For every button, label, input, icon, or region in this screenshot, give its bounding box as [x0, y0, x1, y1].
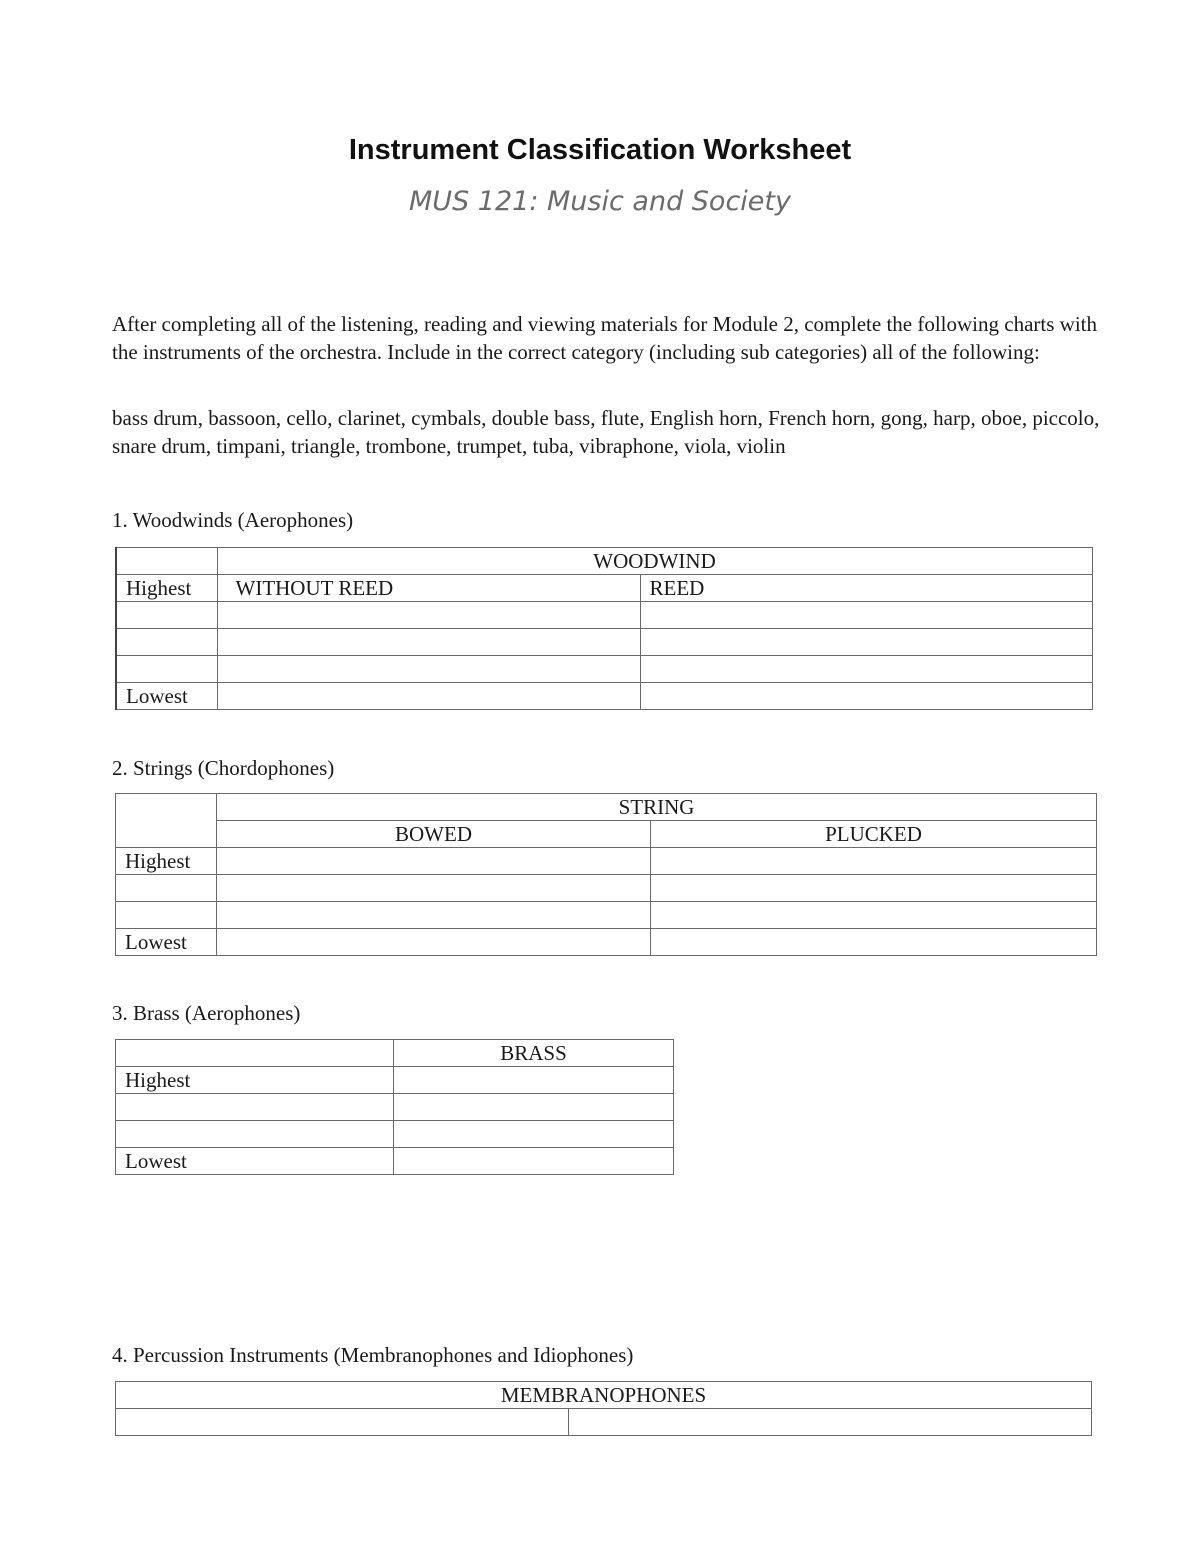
- woodwinds-heading: 1. Woodwinds (Aerophones): [112, 508, 354, 532]
- woodwinds-table: [115, 547, 1093, 710]
- plucked-answer-cell[interactable]: [651, 875, 1097, 902]
- highest-label: Highest: [116, 848, 217, 875]
- table-row: [116, 1067, 674, 1094]
- table-row: [116, 629, 1092, 656]
- rank-cell[interactable]: [116, 902, 217, 929]
- rank-cell[interactable]: [116, 1121, 394, 1148]
- table-row: [116, 902, 1097, 929]
- plucked-answer-cell[interactable]: [651, 848, 1097, 875]
- instrument-list: bass drum, bassoon, cello, clarinet, cymbals, double bass, flute, English horn, French horn, gong, harp, oboe, piccolo, snare drum, timpani, triangle, trombone, trumpet, tuba, vibraphone, viola, violin: [112, 406, 1100, 458]
- reed-answer-cell[interactable]: [640, 656, 1092, 683]
- without-reed-answer-cell[interactable]: [217, 683, 640, 710]
- strings-table: [115, 793, 1097, 956]
- rank-cell[interactable]: [116, 629, 217, 656]
- reed-answer-cell[interactable]: [640, 683, 1092, 710]
- woodwind-group-header: WOODWIND: [217, 548, 1092, 575]
- without-reed-answer-cell[interactable]: [217, 629, 640, 656]
- table-row: [116, 1094, 674, 1121]
- table-row: [116, 1409, 1092, 1436]
- table-row: [116, 683, 1092, 710]
- plucked-header: PLUCKED: [651, 821, 1097, 848]
- bowed-answer-cell[interactable]: [217, 848, 651, 875]
- membranophones-group-header: MEMBRANOPHONES: [116, 1382, 1092, 1409]
- brass-heading: 3. Brass (Aerophones): [112, 1001, 301, 1025]
- membranophone-answer-cell[interactable]: [116, 1409, 569, 1436]
- percussion-heading: 4. Percussion Instruments (Membranophones and Idiophones): [112, 1343, 634, 1367]
- reed-header: REED: [640, 575, 1092, 602]
- string-group-header: STRING: [217, 794, 1097, 821]
- without-reed-header: WITHOUT REED: [217, 575, 640, 602]
- brass-answer-cell[interactable]: [394, 1148, 674, 1175]
- bowed-header: BOWED: [217, 821, 651, 848]
- blank-header-cell[interactable]: [116, 1040, 394, 1067]
- without-reed-answer-cell[interactable]: [217, 656, 640, 683]
- highest-label: Highest: [116, 1067, 394, 1094]
- bowed-answer-cell[interactable]: [217, 929, 651, 956]
- lowest-label: Lowest: [116, 683, 217, 710]
- rank-cell[interactable]: [116, 1094, 394, 1121]
- lowest-label: Lowest: [116, 929, 217, 956]
- lowest-label: Lowest: [116, 1148, 394, 1175]
- table-row: [116, 848, 1097, 875]
- bowed-answer-cell[interactable]: [217, 902, 651, 929]
- table-row: [116, 875, 1097, 902]
- bowed-answer-cell[interactable]: [217, 875, 651, 902]
- table-row: [116, 1040, 674, 1067]
- rank-cell[interactable]: [116, 875, 217, 902]
- brass-answer-cell[interactable]: [394, 1067, 674, 1094]
- table-row: [116, 656, 1092, 683]
- table-row: [116, 929, 1097, 956]
- intro-paragraph: After completing all of the listening, reading and viewing materials for Module 2, complete the following charts with the instruments of the orchestra. Include in the correct category (including sub categories) all of the following:: [112, 312, 1097, 364]
- highest-label: Highest: [116, 575, 217, 602]
- table-row: [116, 1382, 1092, 1409]
- membranophone-answer-cell[interactable]: [569, 1409, 1092, 1436]
- table-row: [116, 548, 1092, 575]
- rank-cell[interactable]: [116, 656, 217, 683]
- table-row: [116, 1121, 674, 1148]
- page-title: Instrument Classification Worksheet: [348, 134, 852, 166]
- plucked-answer-cell[interactable]: [651, 902, 1097, 929]
- blank-header-cell[interactable]: [116, 548, 217, 575]
- reed-answer-cell[interactable]: [640, 629, 1092, 656]
- percussion-table: [115, 1381, 1092, 1436]
- reed-answer-cell[interactable]: [640, 602, 1092, 629]
- brass-answer-cell[interactable]: [394, 1094, 674, 1121]
- brass-answer-cell[interactable]: [394, 1121, 674, 1148]
- plucked-answer-cell[interactable]: [651, 929, 1097, 956]
- blank-header-cell[interactable]: [116, 794, 217, 848]
- table-row: [116, 821, 1097, 848]
- without-reed-answer-cell[interactable]: [217, 602, 640, 629]
- table-row: [116, 794, 1097, 821]
- table-row: [116, 575, 1092, 602]
- brass-group-header: BRASS: [394, 1040, 674, 1067]
- table-row: [116, 1148, 674, 1175]
- table-row: [116, 602, 1092, 629]
- strings-heading: 2. Strings (Chordophones): [112, 756, 335, 780]
- brass-table: [115, 1039, 674, 1175]
- page-subtitle: MUS 121: Music and Society: [409, 186, 791, 217]
- rank-cell[interactable]: [116, 602, 217, 629]
